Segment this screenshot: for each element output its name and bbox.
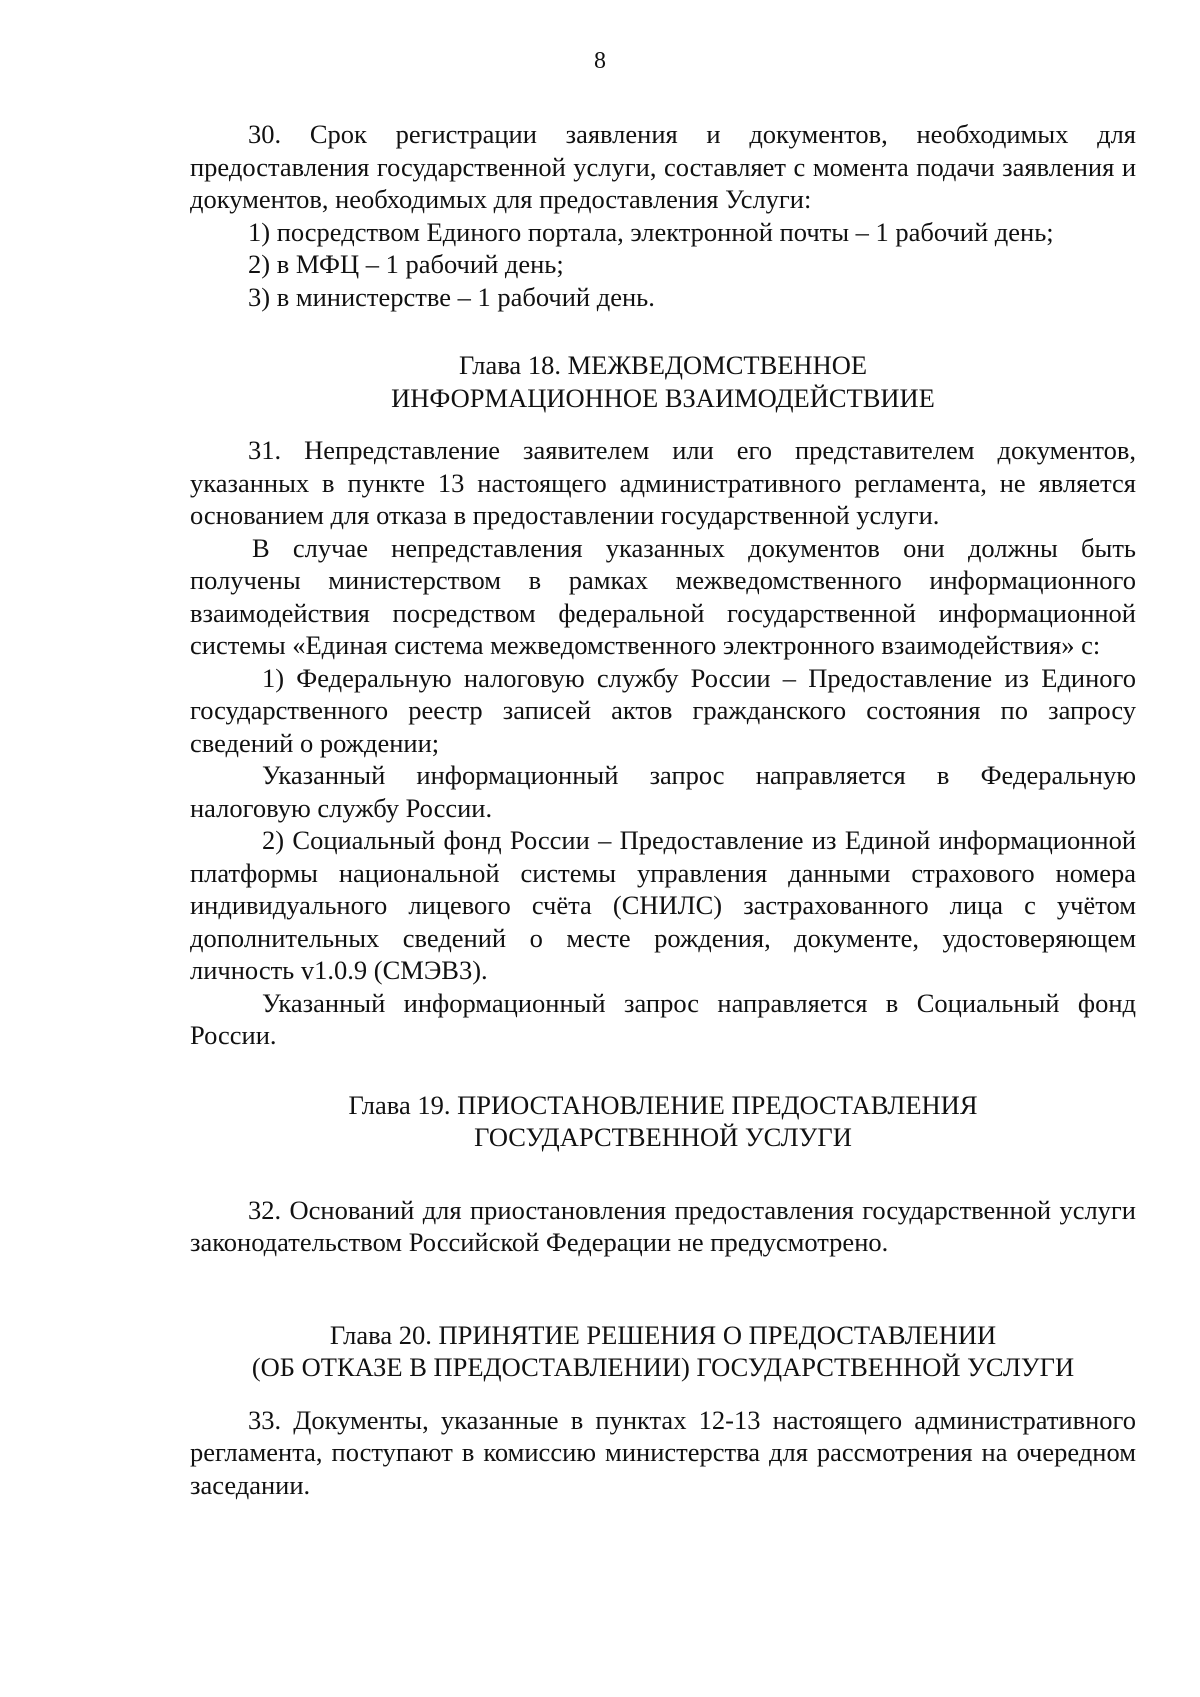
paragraph-30-item-3: 3) в министерстве – 1 рабочий день. — [248, 281, 655, 312]
chapter-18-heading-line-2: ИНФОРМАЦИОННОЕ ВЗАИМОДЕЙСТВИИЕ — [391, 382, 935, 413]
paragraph-31-case: В случае непредставления указанных документов они должны быть получены министерством в рамках межведомственного информационного взаимодействия посредством федеральной государственной информационной системы «Единая система межведомственного электронного взаимодействия» с: — [190, 532, 1136, 660]
chapter-19-heading-line-2: ГОСУДАРСТВЕННОЙ УСЛУГИ — [474, 1122, 852, 1152]
page-number: 8 — [594, 48, 606, 74]
paragraph-30-item-2: 2) в МФЦ – 1 рабочий день; — [248, 249, 564, 279]
chapter-18-heading — [190, 349, 1136, 414]
paragraph-32: 32. Оснований для приостановления предоставления государственной услуги законодательством Российской Федерации не предусмотрено. — [190, 1194, 1136, 1257]
paragraph-30-item-1: 1) посредством Единого портала, электронной почты – 1 рабочий день; — [248, 216, 1054, 247]
paragraph-31-item-2-note: Указанный информационный запрос направляется в Социальный фонд России. — [190, 987, 1136, 1050]
chapter-20-heading — [190, 1319, 1136, 1384]
paragraph-31-item-2: 2) Социальный фонд России – Предоставление из Единой информационной платформы национальной системы управления данными страхового номера индивидуального лицевого счёта (СНИЛС) застрахованного лица с учётом дополнительных сведений о месте рождения, документе, удостоверяющем личность v1.0.9 (СМЭВ3). — [190, 825, 1136, 985]
chapter-20-heading-line-1: Глава 20. ПРИНЯТИЕ РЕШЕНИЯ О ПРЕДОСТАВЛЕНИИ — [329, 1319, 997, 1350]
paragraph-31: 31. Непредставление заявителем или его представителем документов, указанных в пункте 13 настоящего административного регламента, не является основанием для отказа в предоставлении государственной услуги. — [190, 435, 1136, 530]
chapter-19-heading — [190, 1089, 1136, 1154]
paragraph-31-item-1: 1) Федеральную налоговую службу России – Предоставление из Единого государственного реестр записей актов гражданского состояния по запросу сведений о рождении; — [190, 662, 1136, 758]
paragraph-30: 30. Срок регистрации заявления и документов, необходимых для предоставления государственной услуги, составляет с момента подачи заявления и документов, необходимых для предоставления Услуги: — [190, 119, 1136, 214]
paragraph-33: 33. Документы, указанные в пунктах 12-13 настоящего административного регламента, поступают в комиссию министерства для рассмотрения на очередном заседании. — [190, 1404, 1136, 1500]
chapter-20-heading-line-2: (ОБ ОТКАЗЕ В ПРЕДОСТАВЛЕНИИ) ГОСУДАРСТВЕННОЙ УСЛУГИ — [251, 1352, 1075, 1382]
chapter-19-heading-line-1: Глава 19. ПРИОСТАНОВЛЕНИЕ ПРЕДОСТАВЛЕНИЯ — [348, 1089, 978, 1120]
paragraph-31-item-1-note: Указанный информационный запрос направляется в Федеральную налоговую службу России. — [190, 760, 1136, 823]
document-body — [190, 118, 1136, 1501]
chapter-18-heading-line-1: Глава 18. МЕЖВЕДОМСТВЕННОЕ — [458, 350, 868, 380]
